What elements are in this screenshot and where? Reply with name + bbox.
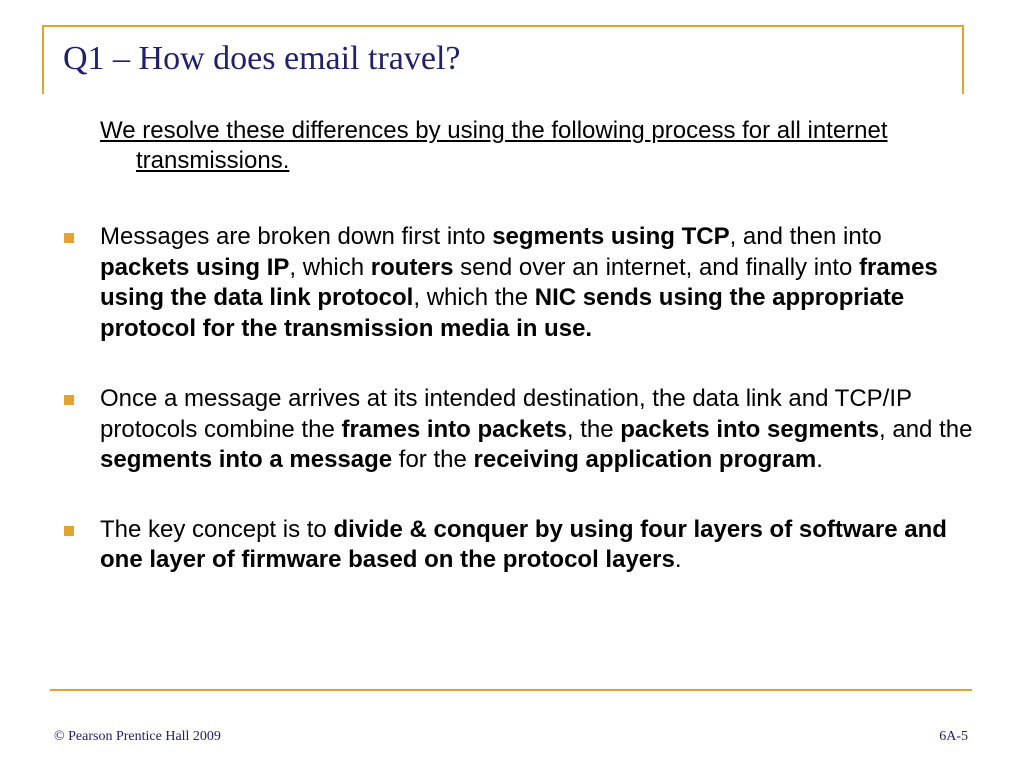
- bullet-item: [62, 384, 974, 476]
- bullet-run: , which: [289, 253, 371, 281]
- bullet-bold-run: segments using TCP: [492, 223, 730, 250]
- bullet-bold-run: segments into a message: [100, 446, 393, 473]
- bullet-run: .: [816, 446, 823, 473]
- bullet-run: , the: [566, 415, 621, 443]
- bullet-run: Messages are broken down first into: [100, 223, 493, 250]
- bullet-run: Once a message arrives at its intended destination, the data link and TCP/IP protocols combine the: [100, 385, 912, 443]
- bullet-bold-run: divide & conquer by using four layers of software and one layer of firmware based on the protocol layers: [100, 515, 947, 573]
- bullet-run: The key concept is to: [100, 515, 334, 543]
- bullet-run: , and then into: [729, 223, 882, 250]
- bullet-bold-run: frames into packets: [341, 415, 567, 443]
- bullet-run: for the: [392, 446, 474, 473]
- footer-rule: [50, 689, 972, 691]
- footer-copyright: © Pearson Prentice Hall 2009: [54, 729, 221, 744]
- bullet-run: , which the: [413, 284, 535, 311]
- title-frame-right-rule: [962, 25, 964, 94]
- bullet-bold-run: NIC sends using the appropriate protocol for the transmission media in use.: [100, 284, 905, 342]
- square-bullet-icon: [64, 395, 74, 405]
- bullet-text: [100, 223, 938, 342]
- bullet-text: [100, 516, 947, 574]
- bullet-list: [62, 222, 974, 576]
- bullet-run: .: [674, 546, 682, 573]
- intro-text: We resolve these differences by using the following process for all internet transmissions.: [100, 117, 888, 174]
- bullet-bold-run: packets into segments: [620, 415, 880, 443]
- bullet-bold-run: routers: [370, 253, 454, 281]
- bullet-bold-run: frames using the data link protocol: [100, 253, 938, 311]
- bullet-text: [100, 385, 972, 473]
- title-frame-top-rule: [42, 25, 964, 27]
- bullet-run: send over an internet, and finally into: [453, 253, 860, 281]
- square-bullet-icon: [64, 526, 74, 536]
- slide-title: Q1 – How does email travel?: [63, 40, 461, 77]
- title-frame-left-rule: [42, 25, 44, 94]
- bullet-bold-run: receiving application program: [473, 446, 817, 473]
- bullet-item: [62, 222, 974, 344]
- bullet-bold-run: packets using IP: [100, 253, 290, 281]
- footer-page-number: 6A-5: [939, 729, 968, 744]
- square-bullet-icon: [64, 233, 74, 243]
- bullet-run: , and the: [879, 415, 973, 443]
- bullet-item: [62, 515, 974, 576]
